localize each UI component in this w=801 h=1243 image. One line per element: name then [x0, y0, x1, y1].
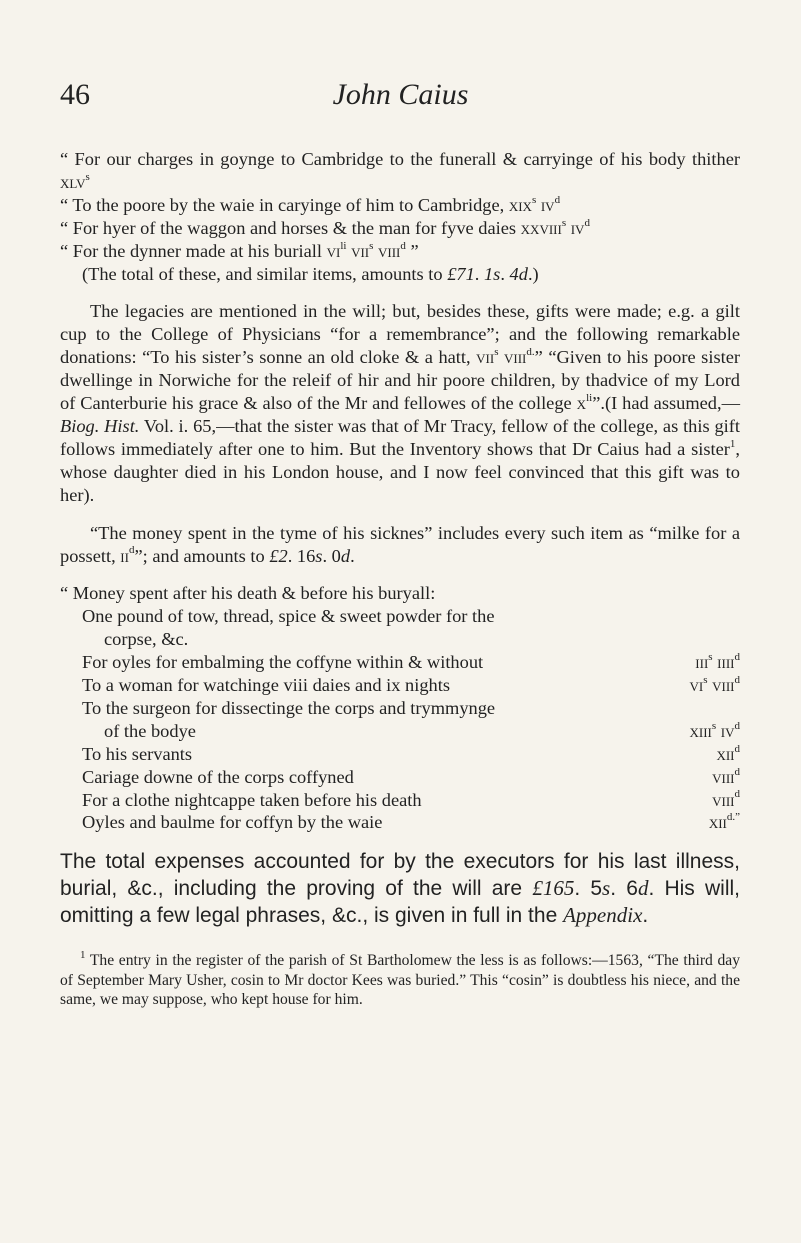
running-title: John Caius: [332, 78, 469, 111]
charge-item: “ For our charges in goynge to Cambridge to the funerall & carryinge of his body thither xlv$^s$: [60, 149, 740, 192]
footnote: $^1$ The entry in the register of the parish of St Bartholomew the less is as follows:—1563, “The third day of September Mary Usher, cosin to Mr doctor Kees was buried.” This “cosin” is doubtless his niece, and the same, we may suppose, who kept house for him.: [60, 949, 740, 1009]
citation: Biog. Hist.: [60, 415, 140, 436]
page-body: [60, 148, 740, 1010]
page-number: 46: [60, 78, 90, 111]
ledger-row: To a woman for watchinge viii daies and ix nights $vi^s$ viii$^d$: [82, 673, 740, 696]
ledger-row: To the surgeon for dissectinge the corps and trymmynge: [82, 697, 496, 718]
total-expenses-paragraph: The total expenses accounted for by the executors for his last illness, burial, &c., including the proving of the will are £165. 5s. 6d. His will, omitting a few legal phrases, &c., is given in full in the Appendix.: [60, 850, 740, 928]
charge-item: “ For the dynner made at his buriall $vi^{li}$ vii$^s$ viii$^d$ ”: [60, 239, 419, 261]
expense-ledger: [60, 605, 740, 834]
charge-item: “ For hyer of the waggon and horses & the man for fyve daies xxviii$^s$ $iv^d$: [60, 216, 590, 238]
appendix-reference: Appendix: [563, 903, 643, 928]
ledger-row: To his servants xii$^d$: [82, 742, 740, 764]
ledger-row: of the bodye xiii$^s$ $iv^d$: [104, 719, 740, 741]
page-header: [60, 78, 741, 122]
after-death-heading: “ Money spent after his death & before his buryall:: [60, 583, 436, 604]
footnote-number: 1: [80, 949, 86, 962]
footnote-marker: 1: [729, 437, 736, 450]
ledger-row: For a clothe nightcappe taken before his death viii$^d$: [82, 788, 740, 810]
ledger-row: One pound of tow, thread, spice & sweet powder for the: [82, 606, 495, 627]
ledger-row: corpse, &c.: [104, 629, 189, 650]
sickness-paragraph: “The money spent in the tyme of his sicknes” includes every such item as “milke for a possett, $ii^d$”; and amounts to £2. 16s. 0d.: [60, 522, 740, 566]
ledger-row: For oyles for embalming the coffyne within & without iii$^s$ iiii$^d$: [82, 651, 740, 673]
charge-item: “ To the poore by the waie in caryinge of him to Cambridge, xix$^s$ $iv^d$: [60, 193, 561, 215]
ledger-row: Cariage downe of the corps coffyned viii$^d$: [82, 765, 740, 787]
ledger-row: Oyles and baulme for coffyn by the waie xii$^{d.”}$: [82, 811, 740, 833]
total-note: (The total of these, and similar items, amounts to £71. 1s. 4d.): [82, 263, 539, 284]
legacies-paragraph: The legacies are mentioned in the will; but, besides these, gifts were made; e.g. a gilt cup to the College of Physicians “for a remembrance”; and the following remarkable donations: “To his sister’s sonne an old cloke & a hatt, vii$^s$ viii$^{d.}$” “Given to his poore sister dwellinge in Norwiche for the releif of hir and hir poore children, by thadvice of my Lord of Canterburie his grace & also of the Mr and fellowes of the college $x^{li}”.(I$ had assumed,—Biog. Hist. Vol. i. 65,—that the sister was that of Mr Tracy, fellow of the college, as this gift follows immediately after one to him. But the Inventory shows that Dr Caius had a sister$^1$, whose daughter died in his London house, and I now feel convinced that this gift was to her).: [60, 301, 741, 505]
